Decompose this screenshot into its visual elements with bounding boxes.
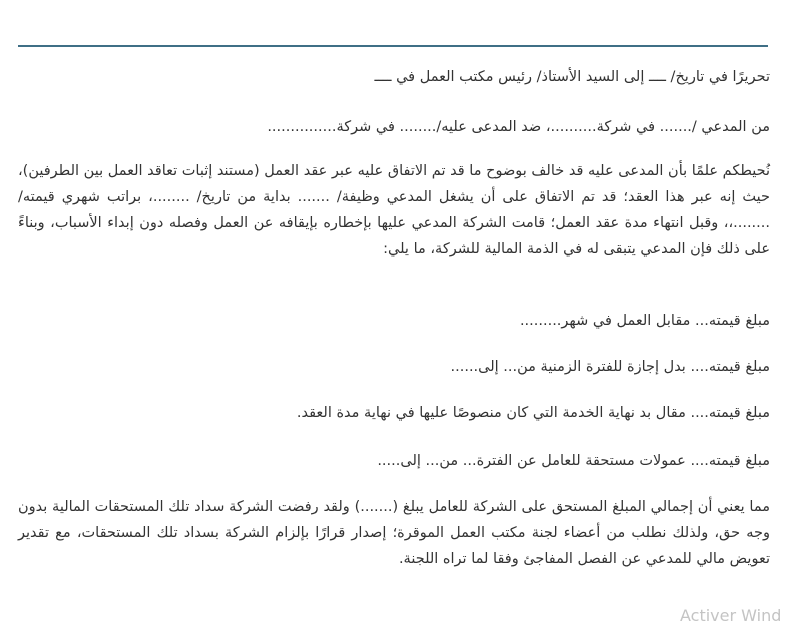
header-divider	[18, 45, 768, 47]
claim-item: مبلغ قيمته.... عمولات مستحقة للعامل عن الفترة... من... إلى.....	[377, 453, 770, 469]
claim-item: مبلغ قيمته... مقابل العمل في شهر.........	[519, 313, 770, 329]
activation-watermark: Activer Wind	[680, 606, 782, 625]
letter-body: نُحيطكم علمًا بأن المدعى عليه قد خالف بوضوح ما قد تم الاتفاق عليه عبر عقد العمل (مستند إثبات تعاقد العمل بين الطرفين)، حيث إنه عبر هذا العقد؛ قد تم الاتفاق على أن يشغل المدعي وظيفة/ ....... بداية من تاريخ/ ........، براتب شهري قيمته/ ........،، وقبل انتهاء مدة عقد العمل؛ قامت الشركة المدعي عليها بإخطاره بإيقافه عن العمل وفصله دون إبداء الأسباب، وبناءً على ذلك فإن المدعي يتبقى له في الذمة المالية للشركة، ما يلي:	[18, 163, 770, 257]
claim-item: مبلغ قيمته.... بدل إجازة للفترة الزمنية من... إلى......	[450, 359, 770, 375]
claim-item: مبلغ قيمته.... مقال بد نهاية الخدمة التي كان منصوصًا عليها في نهاية مدة العقد.	[296, 405, 770, 421]
letter-closing: مما يعني أن إجمالي المبلغ المستحق على الشركة للعامل يبلغ (.......) ولقد رفضت الشركة سداد تلك المستحقات المالية بدون وجه حق، ولذلك نطلب من أعضاء لجنة مكتب العمل الموقرة؛ إصدار قرارًا بإلزام الشركة بسداد تلك المستحقات، مع تقدير تعويض مالي للمدعي عن الفصل المفاجئ وفقا لما تراه اللجنة.	[18, 499, 770, 567]
letter-parties: من المدعي /....... في شركة..........، ضد المدعى عليه/........ في شركة...............	[267, 119, 770, 135]
letter-heading: تحريرًا في تاريخ/ ــــ إلى السيد الأستاذ/ رئيس مكتب العمل في ــــ	[374, 69, 770, 85]
